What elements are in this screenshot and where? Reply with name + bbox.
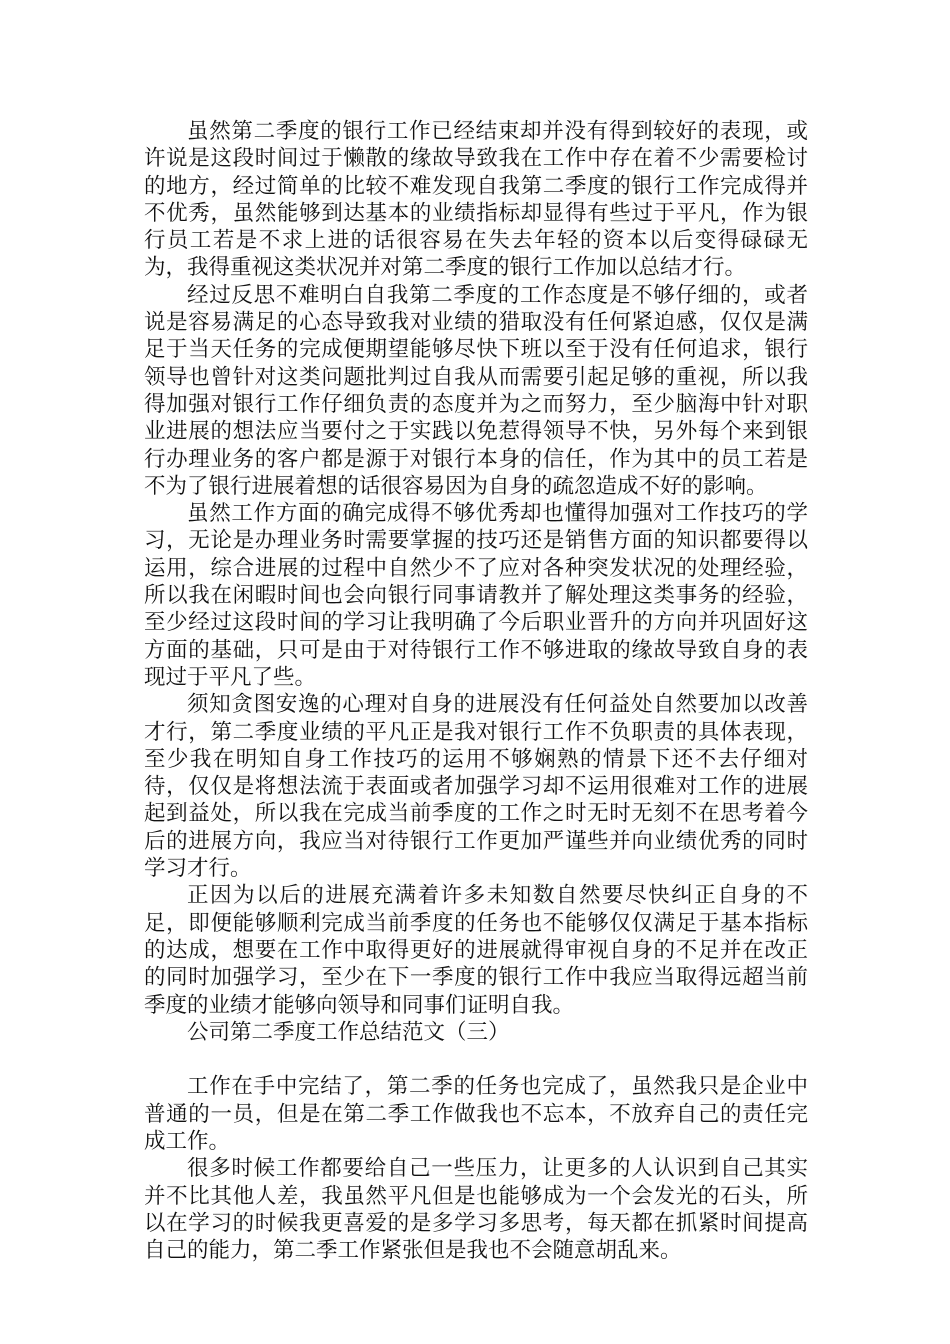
- section-heading: 公司第二季度工作总结范文（三）: [187, 1019, 510, 1045]
- paragraph: 须知贪图安逸的心理对自身的进展没有任何益处自然要加以改善才行，第二季度业绩的平凡正是我对银行工作不负职责的具体表现，至少我在明知自身工作技巧的运用不够娴熟的情景下还不去仔细对待，仅仅是将想法流于表面或者加强学习却不运用很难对工作的进展起到益处，所以我在完成当前季度的工作之时无时无刻不在思考着今后的进展方向，我应当对待银行工作更加严谨些并向业绩优秀的同时学习才行。: [144, 692, 808, 882]
- paragraph: 正因为以后的进展充满着许多未知数自然要尽快纠正自身的不足，即便能够顺利完成当前季度的任务也不能够仅仅满足于基本指标的达成，想要在工作中取得更好的进展就得审视自身的不足并在改正的同时加强学习，至少在下一季度的银行工作中我应当取得远超当前季度的业绩才能够向领导和同事们证明自我。: [144, 883, 808, 1018]
- blank-line: [144, 1046, 808, 1073]
- paragraph: 经过反思不难明白自我第二季度的工作态度是不够仔细的，或者说是容易满足的心态导致我对业绩的猎取没有任何紧迫感，仅仅是满足于当天任务的完成便期望能够尽快下班以至于没有任何追求，银行领导也曾针对这类问题批判过自我从而需要引起足够的重视，所以我得加强对银行工作仔细负责的态度并为之而努力，至少脑海中针对职业进展的想法应当要付之于实践以免惹得领导不快，另外每个来到银行办理业务的客户都是源于对银行本身的信任，作为其中的员工若是不为了银行进展着想的话很容易因为自身的疏忽造成不好的影响。: [144, 282, 808, 499]
- paragraph: 虽然工作方面的确完成得不够优秀却也懂得加强对工作技巧的学习，无论是办理业务时需要掌握的技巧还是销售方面的知识都要得以运用，综合进展的过程中自然少不了应对各种突发状况的处理经验，所以我在闲暇时间也会向银行同事请教并了解处理这类事务的经验，至少经过这段时间的学习让我明确了今后职业晋升的方向并巩固好这方面的基础，只可是由于对待银行工作不够进取的缘故导致自身的表现过于平凡了些。: [144, 501, 808, 690]
- paragraph: 虽然第二季度的银行工作已经结束却并没有得到较好的表现，或许说是这段时间过于懒散的缘故导致我在工作中存在着不少需要检讨的地方，经过简单的比较不难发现自我第二季度的银行工作完成得并不优秀，虽然能够到达基本的业绩指标却显得有些过于平凡，作为银行员工若是不求上进的话很容易在失去年轻的资本以后变得碌碌无为，我得重视这类状况并对第二季度的银行工作加以总结才行。: [144, 119, 808, 281]
- document-page: [144, 118, 808, 1264]
- paragraph: 很多时候工作都要给自己一些压力，让更多的人认识到自己其实并不比其他人差，我虽然平凡但是也能够成为一个会发光的石头，所以在学习的时候我更喜爱的是多学习多思考，每天都在抓紧时间提高自己的能力，第二季工作紧张但是我也不会随意胡乱来。: [144, 1156, 808, 1264]
- paragraph: 工作在手中完结了，第二季的任务也完成了，虽然我只是企业中普通的一员，但是在第二季工作做我也不忘本，不放弃自己的责任完成工作。: [144, 1074, 808, 1154]
